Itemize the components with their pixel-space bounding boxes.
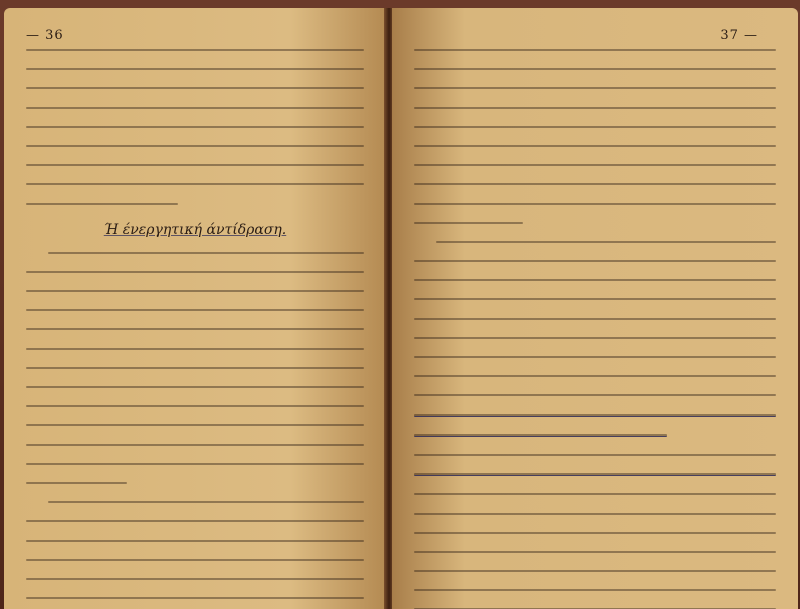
- text-line: [414, 260, 776, 262]
- text-line: [26, 328, 364, 330]
- text-line: [414, 279, 776, 281]
- text-line: [26, 348, 364, 350]
- text-line: [26, 386, 364, 388]
- text-line: [414, 298, 776, 300]
- text-line: [48, 252, 364, 254]
- right-page-paragraph-3: [414, 493, 776, 609]
- left-page-paragraph-2: [26, 252, 364, 484]
- text-line: [414, 551, 776, 553]
- right-page-number: 37 —: [720, 28, 758, 43]
- text-line: [26, 578, 364, 580]
- left-page-paragraph-1: [26, 49, 364, 205]
- text-line: [48, 501, 364, 503]
- text-line: [414, 532, 776, 534]
- text-line: [26, 444, 364, 446]
- right-page-paragraph-1: [414, 49, 776, 224]
- text-line: [414, 356, 776, 358]
- text-line: [26, 164, 364, 166]
- text-line: [26, 271, 364, 273]
- text-line: [26, 126, 364, 128]
- text-line: [26, 68, 364, 70]
- left-page-number: — 36: [26, 28, 64, 43]
- text-line: [26, 424, 364, 426]
- left-page-paragraph-3: [26, 501, 364, 609]
- text-line: [414, 87, 776, 89]
- text-line: [414, 49, 776, 51]
- text-line: [26, 49, 364, 51]
- text-line: [414, 513, 776, 515]
- text-line: [414, 145, 776, 147]
- text-line: [414, 454, 776, 456]
- text-line: [414, 318, 776, 320]
- text-line: [26, 290, 364, 292]
- text-line: [414, 570, 776, 572]
- text-line: [26, 87, 364, 89]
- text-line: [414, 493, 776, 495]
- left-page: [4, 8, 386, 609]
- text-line: [414, 183, 776, 185]
- underlined-text-line: [414, 434, 667, 437]
- text-line: [414, 164, 776, 166]
- text-line: [26, 597, 364, 599]
- text-line: [26, 145, 364, 147]
- text-line: [414, 68, 776, 70]
- right-page-paragraph-2: [414, 241, 776, 476]
- right-page: [392, 8, 798, 609]
- text-line: [26, 107, 364, 109]
- text-line: [26, 463, 364, 465]
- text-line: [26, 482, 127, 484]
- text-line: [26, 309, 364, 311]
- underlined-text-line: [414, 473, 776, 476]
- text-line: [436, 241, 776, 243]
- text-line: [26, 183, 364, 185]
- text-line: [414, 203, 776, 205]
- text-line: [26, 203, 178, 205]
- text-line: [26, 520, 364, 522]
- text-line: [414, 126, 776, 128]
- text-line: [414, 394, 776, 396]
- text-line: [414, 375, 776, 377]
- text-line: [414, 107, 776, 109]
- text-line: [26, 367, 364, 369]
- text-line: [26, 559, 364, 561]
- text-line: [414, 222, 523, 224]
- underlined-text-line: [414, 414, 776, 417]
- text-line: [26, 540, 364, 542]
- section-heading: Ή ένεργητική άντίδραση.: [103, 221, 287, 238]
- text-line: [414, 589, 776, 591]
- text-line: [414, 337, 776, 339]
- text-line: [26, 405, 364, 407]
